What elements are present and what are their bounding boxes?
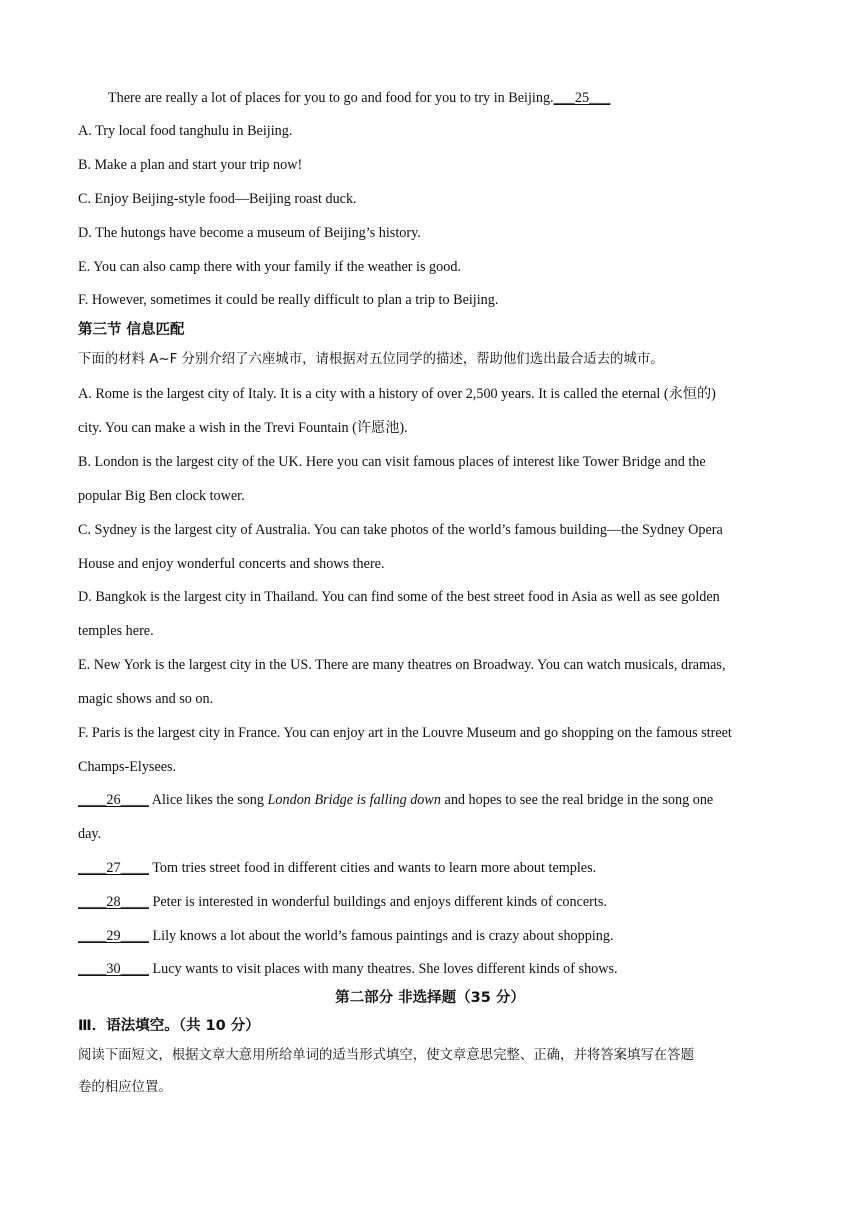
city-a-line2: city. You can make a wish in the Trevi Fountain (许愿池). xyxy=(78,420,408,436)
city-a-line1: A. Rome is the largest city of Italy. It is a city with a history of over 2,500 years. It is called the eternal (永恒的) xyxy=(78,386,716,402)
part-two-heading: 第二部分 非选择题（35 分） xyxy=(335,990,525,1006)
grammar-instruction-line1: 阅读下面短文，根据文章大意用所给单词的适当形式填空，使文章意思完整、正确，并将答案填写在答题 xyxy=(78,1048,694,1063)
city-d-line2: temples here. xyxy=(78,623,154,639)
grammar-instruction-line2: 卷的相应位置。 xyxy=(78,1080,172,1095)
question-26-text: Alice likes the song xyxy=(148,792,268,808)
blank-28: ____28____ xyxy=(78,894,149,910)
reading-passage-end xyxy=(108,88,813,108)
question-30 xyxy=(78,959,783,979)
city-c-line1: C. Sydney is the largest city of Australia. You can take photos of the world’s famous building—the Sydney Opera xyxy=(78,522,723,538)
blank-27: ____27____ xyxy=(78,860,149,876)
question-28-text: Peter is interested in wonderful buildings and enjoys different kinds of concerts. xyxy=(148,894,607,910)
question-30-text: Lucy wants to visit places with many theatres. She loves different kinds of shows. xyxy=(148,961,618,977)
option-a: A. Try local food tanghulu in Beijing. xyxy=(78,123,293,139)
option-e: E. You can also camp there with your family if the weather is good. xyxy=(78,259,461,275)
city-f-line2: Champs-Elysees. xyxy=(78,759,177,775)
city-e-line2: magic shows and so on. xyxy=(78,691,214,707)
question-29 xyxy=(78,926,783,946)
blank-25: ___25___ xyxy=(553,90,611,106)
blank-29: ____29____ xyxy=(78,928,149,944)
question-26 xyxy=(78,790,783,810)
city-b-line1: B. London is the largest city of the UK. Here you can visit famous places of interest like Tower Bridge and the xyxy=(78,454,706,470)
question-29-text: Lily knows a lot about the world’s famous paintings and is crazy about shopping. xyxy=(148,928,614,944)
section-heading-info-matching: 第三节 信息匹配 xyxy=(78,322,185,338)
song-title: London Bridge is falling down xyxy=(267,792,441,808)
option-c: C. Enjoy Beijing-style food—Beijing roast duck. xyxy=(78,191,357,207)
question-26-continued: day. xyxy=(78,826,102,842)
question-27-text: Tom tries street food in different cities and wants to learn more about temples. xyxy=(148,860,597,876)
option-d: D. The hutongs have become a museum of Beijing’s history. xyxy=(78,225,421,241)
passage-text: There are really a lot of places for you to go and food for you to try in Beijing. xyxy=(108,90,554,106)
option-b: B. Make a plan and start your trip now! xyxy=(78,157,303,173)
question-27 xyxy=(78,858,783,878)
city-d-line1: D. Bangkok is the largest city in Thailand. You can find some of the best street food in Asia as well as see golden xyxy=(78,589,720,605)
blank-30: ____30____ xyxy=(78,961,149,977)
grammar-section-heading: Ⅲ．语法填空。（共 10 分） xyxy=(78,1018,260,1034)
question-28 xyxy=(78,892,783,912)
city-e-line1: E. New York is the largest city in the US. There are many theatres on Broadway. You can watch musicals, dramas, xyxy=(78,657,726,673)
city-c-line2: House and enjoy wonderful concerts and shows there. xyxy=(78,556,385,572)
city-f-line1: F. Paris is the largest city in France. You can enjoy art in the Louvre Museum and go shopping on the famous street xyxy=(78,725,732,741)
blank-26: ____26____ xyxy=(78,792,149,808)
question-26-text-end: and hopes to see the real bridge in the song one xyxy=(440,792,714,808)
city-b-line2: popular Big Ben clock tower. xyxy=(78,488,245,504)
section-instruction: 下面的材料 A~F 分别介绍了六座城市，请根据对五位同学的描述，帮助他们选出最合适去的城市。 xyxy=(78,352,664,367)
option-f: F. However, sometimes it could be really difficult to plan a trip to Beijing. xyxy=(78,292,499,308)
